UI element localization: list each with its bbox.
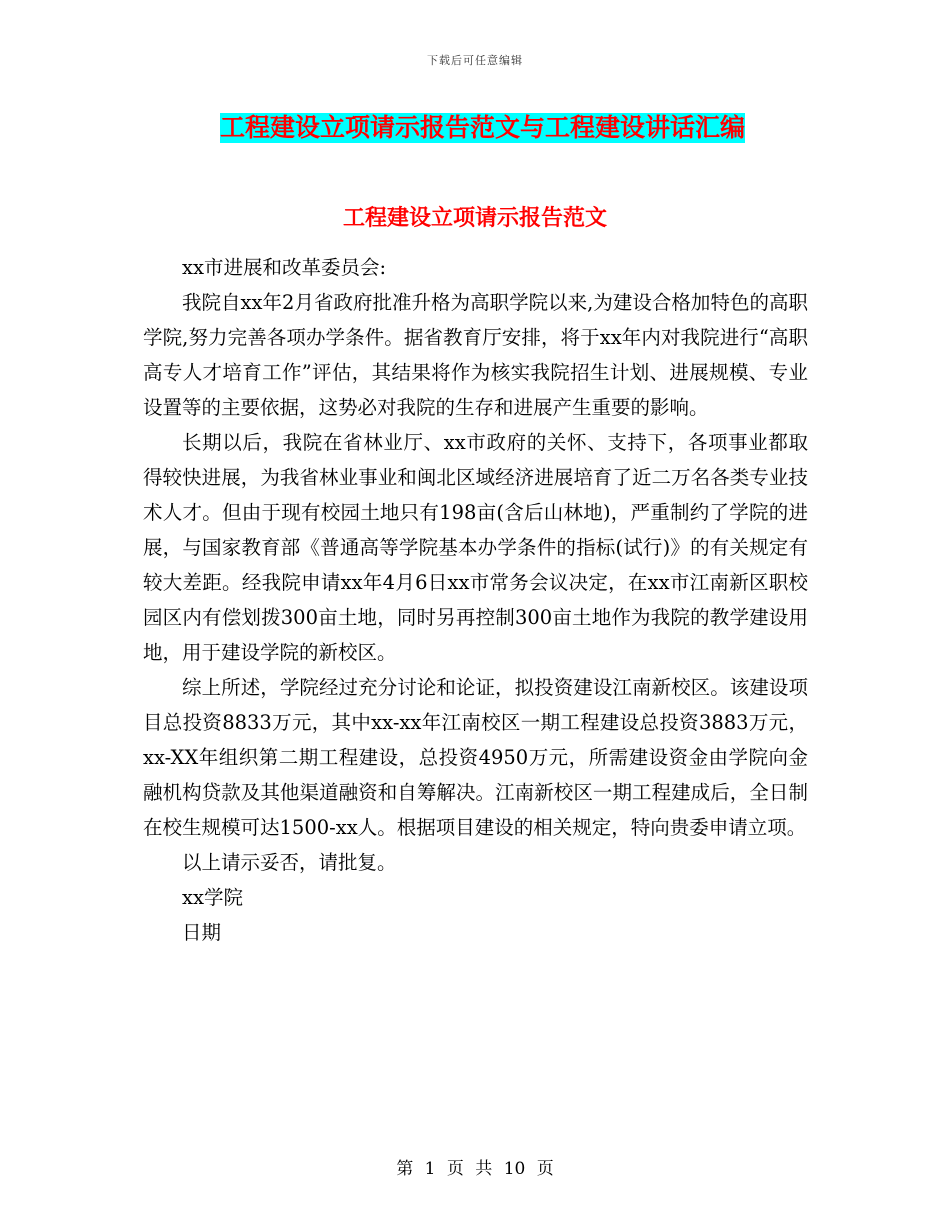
main-title: 工程建设立项请示报告范文与工程建设讲话汇编: [220, 113, 746, 142]
paragraph-1: 我院自xx年2月省政府批准升格为高职学院以来,为建设合格加特色的高职学院,努力完善各项办学条件。据省教育厅安排，将于xx年内对我院进行“高职高专人才培育工作”评估，其结果将作为核实我院招生计划、进展规模、专业设置等的主要依据，这势必对我院的生存和进展产生重要的影响。: [143, 291, 808, 419]
paragraph-2: 长期以后，我院在省林业厅、xx市政府的关怀、支持下，各项事业都取得较快进展，为我省林业事业和闽北区域经济进展培育了近二万名各类专业技术人才。但由于现有校园土地只有198亩(含后山林地)，严重制约了学院的进展，与国家教育部《普通高等学院基本办学条件的指标(试行)》的有关规定有较大差距。经我院申请xx年4月6日xx市常务会议决定，在xx市江南新区职校园区内有偿划拨300亩土地，同时另再控制300亩土地作为我院的教学建设用地，用于建设学院的新校区。: [143, 431, 808, 664]
header-note: 下载后可任意编辑: [427, 54, 523, 67]
section-title: 工程建设立项请示报告范文: [342, 205, 607, 231]
paragraph-4: 以上请示妥否，请批复。: [182, 851, 397, 874]
salutation: xx市进展和改革委员会:: [182, 256, 387, 279]
main-title-container: [220, 113, 776, 143]
document-body: [143, 250, 808, 950]
signature: xx学院: [182, 886, 243, 909]
paragraph-3: 综上所述，学院经过充分讨论和论证，拟投资建设江南新校区。该建设项目总投资8833万元，其中xx-xx年江南校区一期工程建设总投资3883万元，xx-XX年组织第二期工程建设，总投资4950万元，所需建设资金由学院向金融机构贷款及其他渠道融资和自筹解决。江南新校区一期工程建成后，全日制在校生规模可达1500-xx人。根据项目建设的相关规定，特向贵委申请立项。: [143, 676, 808, 839]
page-footer: 第 1 页 共 10 页: [396, 1159, 554, 1179]
date-label: 日期: [182, 921, 222, 944]
